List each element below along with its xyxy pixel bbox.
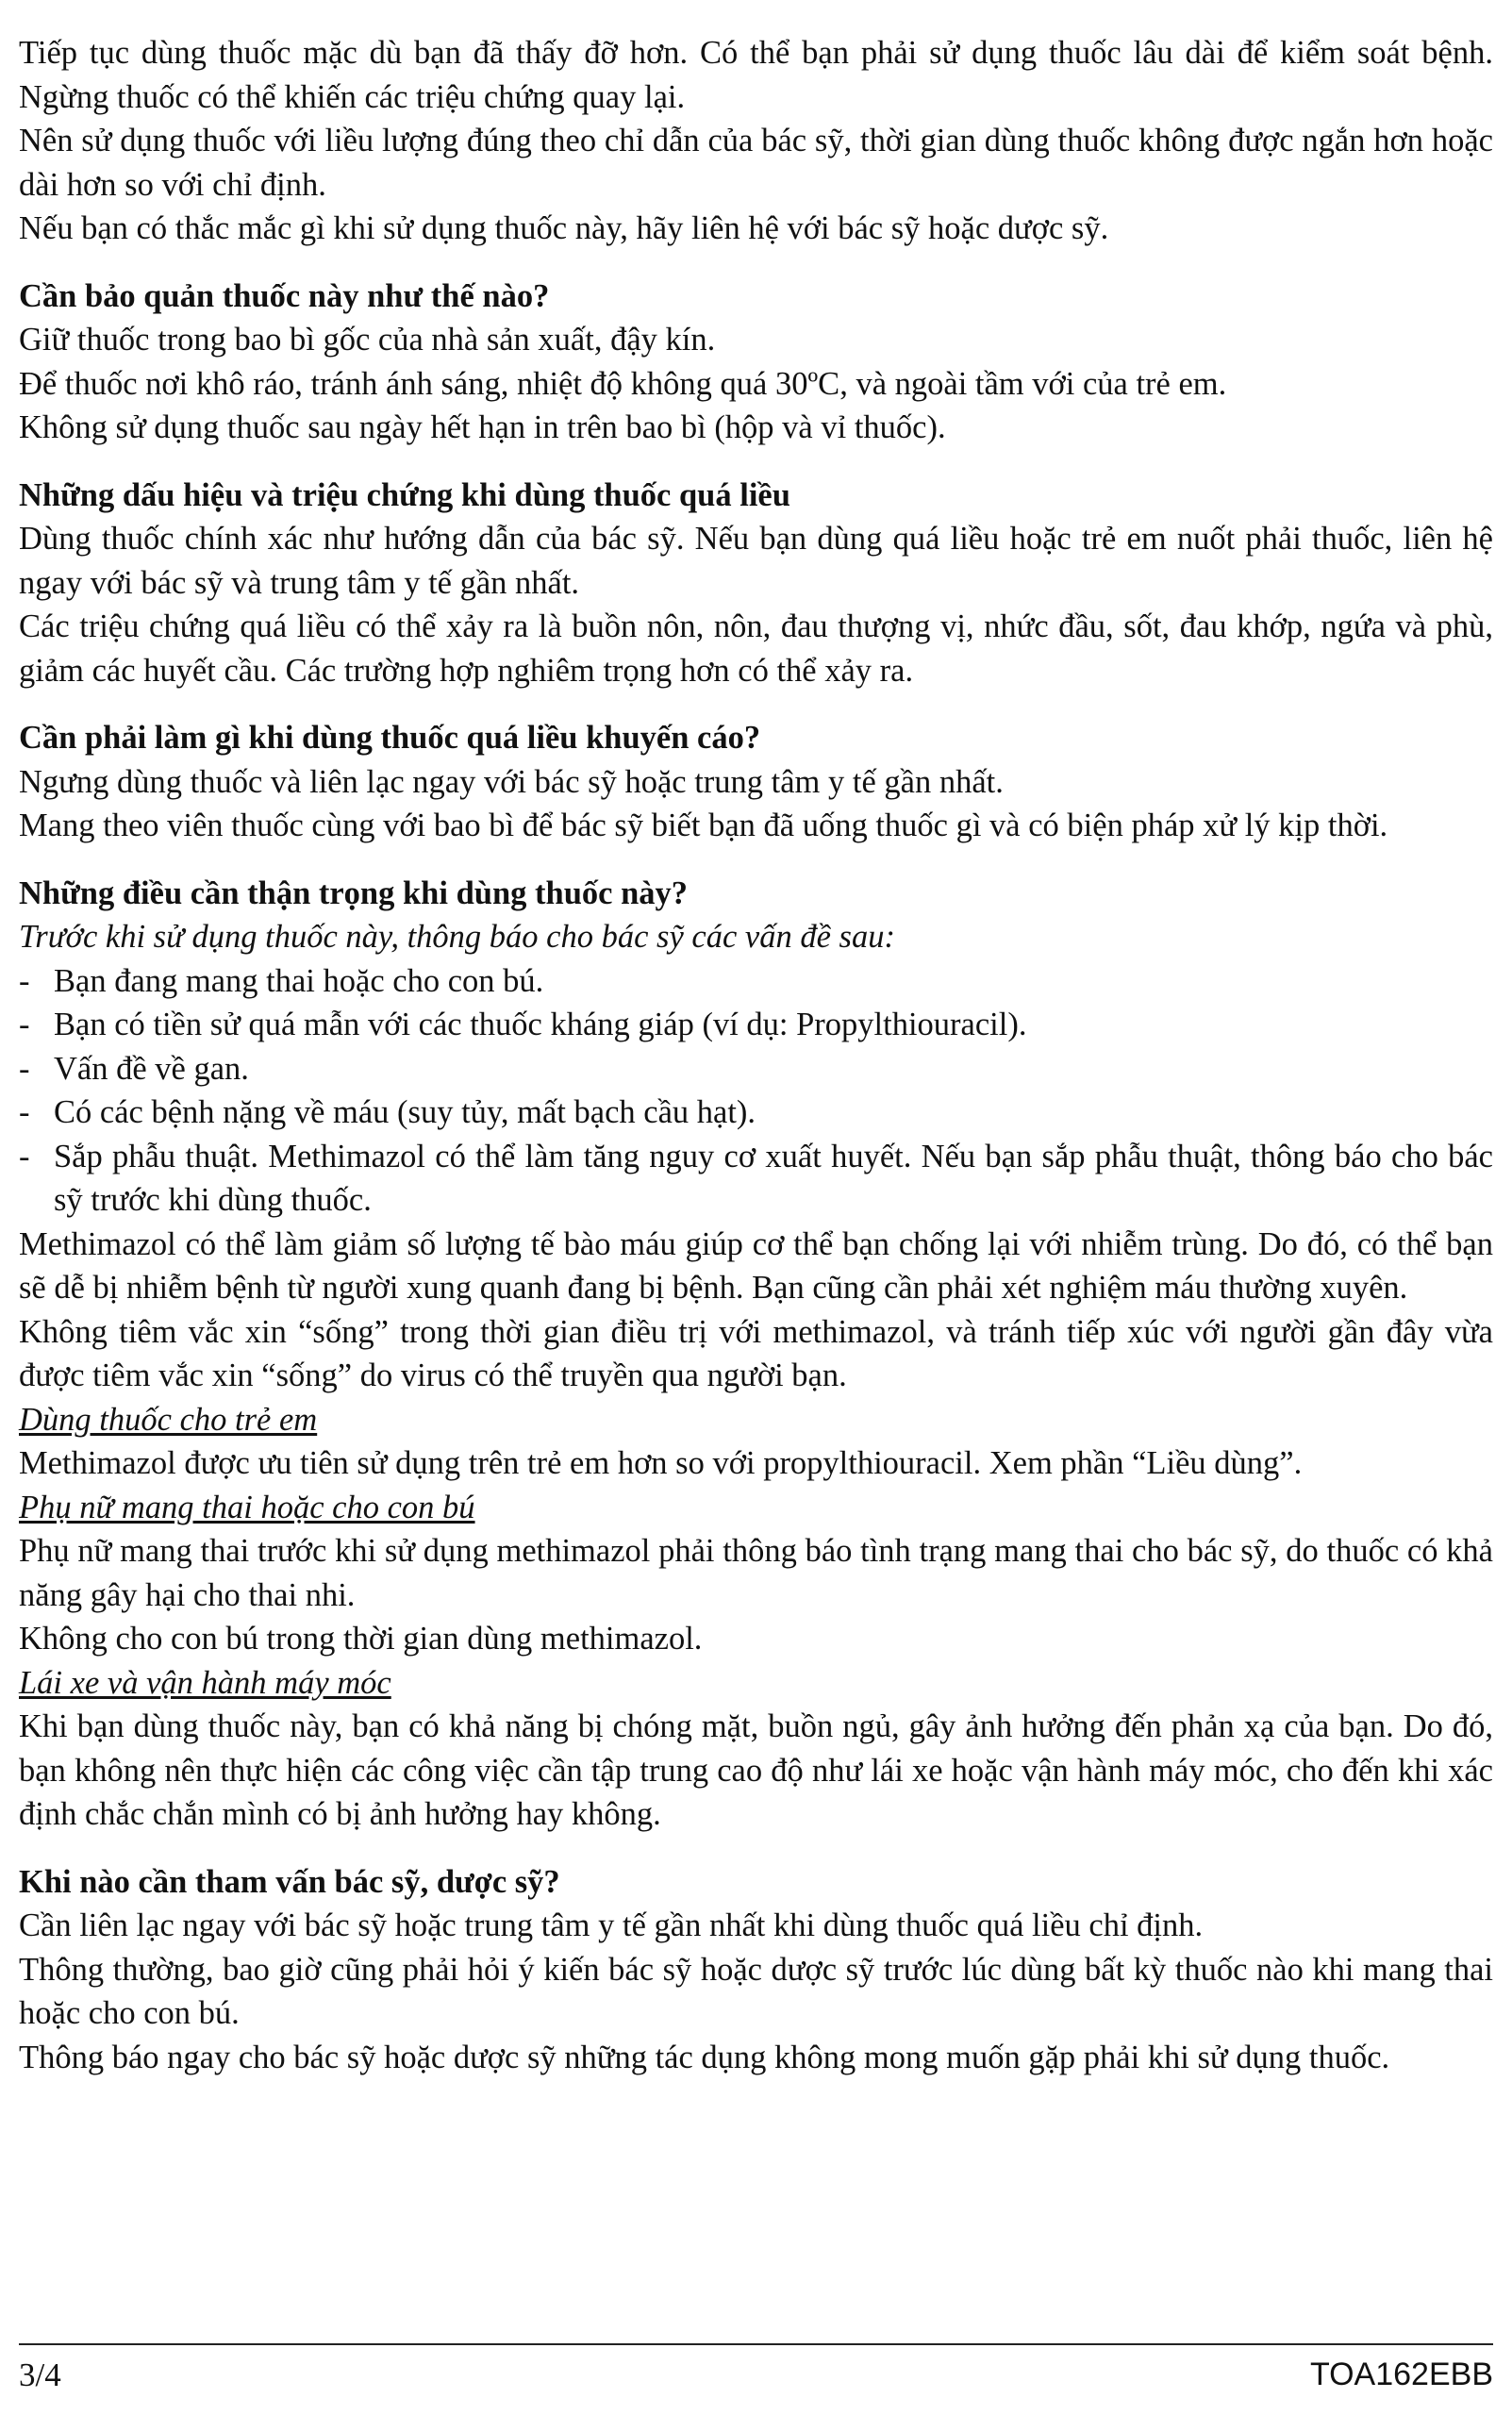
- paragraph: Không cho con bú trong thời gian dùng methimazol.: [19, 1621, 703, 1657]
- document-body: [19, 31, 1493, 2079]
- paragraph: Không tiêm vắc xin “sống” trong thời gian điều trị với methimazol, và tránh tiếp xúc với người gần đây vừa được tiêm vắc xin “sống” do virus có thể truyền qua người bạn.: [19, 1313, 1493, 1393]
- section-heading: Cần phải làm gì khi dùng thuốc quá liều khuyến cáo?: [19, 720, 761, 756]
- section-overdose-action: [19, 716, 1493, 848]
- paragraph: Methimazol được ưu tiên sử dụng trên trẻ em hơn so với propylthiouracil. Xem phần “Liều dùng”.: [19, 1445, 1303, 1481]
- paragraph: Phụ nữ mang thai trước khi sử dụng methimazol phải thông báo tình trạng mang thai cho bác sỹ, do thuốc có khả năng gây hại cho thai nhi.: [19, 1533, 1493, 1613]
- precautions-list: [19, 959, 1493, 1223]
- list-item: - Vấn đề về gan.: [19, 1047, 1493, 1091]
- paragraph: Cần liên lạc ngay với bác sỹ hoặc trung tâm y tế gần nhất khi dùng thuốc quá liều chỉ định.: [19, 1907, 1204, 1943]
- paragraph: Khi bạn dùng thuốc này, bạn có khả năng bị chóng mặt, buồn ngủ, gây ảnh hưởng đến phản xạ của bạn. Do đó, bạn không nên thực hiện các công việc cần tập trung cao độ như lái xe hoặc vận hành máy móc, cho đến khi xác định chắc chắn mình có bị ảnh hưởng hay không.: [19, 1708, 1493, 1832]
- section-heading: Khi nào cần tham vấn bác sỹ, dược sỹ?: [19, 1863, 560, 1900]
- page-number: 3/4: [19, 2357, 61, 2393]
- section-overdose-signs: [19, 474, 1493, 693]
- document-code: TOA162EBB: [1309, 2357, 1493, 2392]
- list-item: - Bạn có tiền sử quá mẫn với các thuốc kháng giáp (ví dụ: Propylthiouracil).: [19, 1003, 1493, 1047]
- paragraph: Thông thường, bao giờ cũng phải hỏi ý kiến bác sỹ hoặc dược sỹ trước lúc dùng bất kỳ thuốc nào khi mang thai hoặc cho con bú.: [19, 1951, 1493, 2031]
- section-storage: [19, 275, 1493, 450]
- subsection-title-pregnancy: Phụ nữ mang thai hoặc cho con bú: [19, 1489, 475, 1525]
- section-heading: Cần bảo quản thuốc này như thế nào?: [19, 277, 550, 314]
- paragraph: Nên sử dụng thuốc với liều lượng đúng theo chỉ dẫn của bác sỹ, thời gian dùng thuốc không được ngắn hơn hoặc dài hơn so với chỉ định.: [19, 123, 1493, 203]
- section-heading: Những điều cần thận trọng khi dùng thuốc này?: [19, 874, 689, 911]
- paragraph: Để thuốc nơi khô ráo, tránh ánh sáng, nhiệt độ không quá 30ºC, và ngoài tầm với của trẻ em.: [19, 365, 1227, 402]
- list-item: - Bạn đang mang thai hoặc cho con bú.: [19, 959, 1493, 1004]
- paragraph: Mang theo viên thuốc cùng với bao bì để bác sỹ biết bạn đã uống thuốc gì và có biện pháp xử lý kịp thời.: [19, 808, 1388, 843]
- paragraph: Ngưng dùng thuốc và liên lạc ngay với bác sỹ hoặc trung tâm y tế gần nhất.: [19, 763, 1004, 800]
- list-item: - Có các bệnh nặng về máu (suy tủy, mất bạch cầu hạt).: [19, 1091, 1493, 1135]
- paragraph: Tiếp tục dùng thuốc mặc dù bạn đã thấy đỡ hơn. Có thể bạn phải sử dụng thuốc lâu dài để kiểm soát bệnh. Ngừng thuốc có thể khiến các triệu chứng quay lại.: [19, 35, 1493, 115]
- paragraph: Giữ thuốc trong bao bì gốc của nhà sản xuất, đậy kín.: [19, 322, 716, 358]
- paragraph: Không sử dụng thuốc sau ngày hết hạn in trên bao bì (hộp và vỉ thuốc).: [19, 409, 946, 445]
- paragraph: Các triệu chứng quá liều có thể xảy ra là buồn nôn, nôn, đau thượng vị, nhức đầu, sốt, đau khớp, ngứa và phù, giảm các huyết cầu. Các trường hợp nghiêm trọng hơn có thể xảy ra.: [19, 608, 1493, 689]
- footer-divider: [19, 2343, 1493, 2345]
- list-item: - Sắp phẫu thuật. Methimazol có thể làm tăng nguy cơ xuất huyết. Nếu bạn sắp phẫu thuật, thông báo cho bác sỹ trước khi dùng thuốc.: [19, 1135, 1493, 1223]
- paragraph: Nếu bạn có thắc mắc gì khi sử dụng thuốc này, hãy liên hệ với bác sỹ hoặc dược sỹ.: [19, 210, 1109, 246]
- precautions-intro: Trước khi sử dụng thuốc này, thông báo cho bác sỹ các vấn đề sau:: [19, 919, 895, 955]
- subsection-title-driving: Lái xe và vận hành máy móc: [19, 1664, 391, 1701]
- paragraph: Dùng thuốc chính xác như hướng dẫn của bác sỹ. Nếu bạn dùng quá liều hoặc trẻ em nuốt phải thuốc, liên hệ ngay với bác sỹ và trung tâm y tế gần nhất.: [19, 521, 1493, 601]
- section-consult: [19, 1860, 1493, 2080]
- section-heading: Những dấu hiệu và triệu chứng khi dùng thuốc quá liều: [19, 476, 790, 513]
- paragraph: Thông báo ngay cho bác sỹ hoặc dược sỹ những tác dụng không mong muốn gặp phải khi sử dụng thuốc.: [19, 2039, 1390, 2075]
- section-precautions: [19, 872, 1493, 1837]
- section-usage: [19, 31, 1493, 251]
- paragraph: Methimazol có thể làm giảm số lượng tế bào máu giúp cơ thể bạn chống lại với nhiễm trùng. Do đó, có thể bạn sẽ dễ bị nhiễm bệnh từ người xung quanh đang bị bệnh. Bạn cũng cần phải xét nghiệm máu thường xuyên.: [19, 1225, 1493, 1306]
- subsection-title-children: Dùng thuốc cho trẻ em: [19, 1401, 318, 1438]
